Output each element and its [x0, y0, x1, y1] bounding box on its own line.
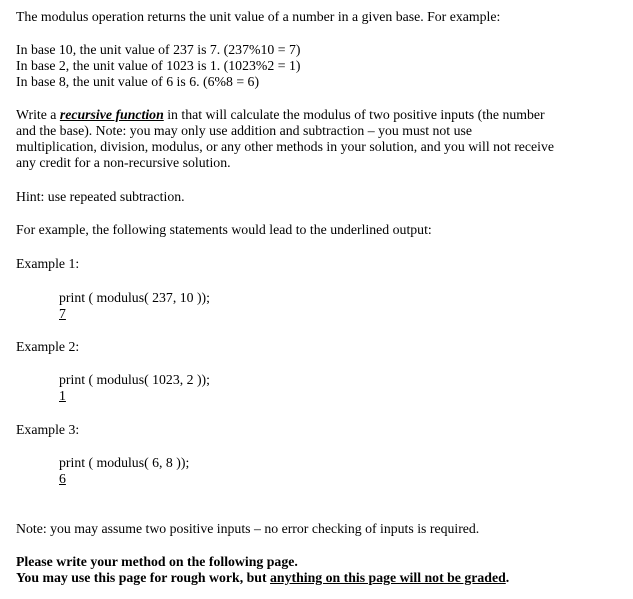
intro-example-base10: In base 10, the unit value of 237 is 7. (237%10 = 7): [16, 42, 301, 57]
task-line-2: and the base). Note: you may only use addition and subtraction – you must not use: [16, 123, 472, 138]
task-line-4: any credit for a non-recursive solution.: [16, 155, 231, 170]
intro-text: The modulus operation returns the unit value of a number in a given base. For example:: [16, 9, 501, 24]
intro-example-base8: In base 8, the unit value of 6 is 6. (6%8 = 6): [16, 74, 260, 89]
example-3-output: 6: [59, 471, 66, 486]
task-line1-post: in that will calculate the modulus of two positive inputs (the number: [163, 107, 545, 122]
example-2-code: print ( modulus( 1023, 2 ));: [59, 372, 210, 387]
example-1-output: 7: [59, 306, 66, 321]
example-2-output: 1: [59, 388, 66, 403]
task-emphasis: recursive function: [59, 107, 164, 122]
instructions-post: .: [505, 570, 510, 585]
example-3-code: print ( modulus( 6, 8 ));: [59, 455, 190, 470]
note-text: Note: you may assume two positive inputs – no error checking of inputs is required.: [16, 521, 480, 536]
example-1-label: Example 1:: [16, 256, 80, 271]
task-line-3: multiplication, division, modulus, or any other methods in your solution, and you will not receive: [16, 139, 555, 154]
instructions-line-1: Please write your method on the following page.: [16, 554, 298, 569]
hint-text: Hint: use repeated subtraction.: [16, 189, 185, 204]
task-line-1: [16, 107, 545, 123]
instructions-line-2: [16, 570, 509, 586]
intro-example-base2: In base 2, the unit value of 1023 is 1. (1023%2 = 1): [16, 58, 301, 73]
instructions-emphasis: anything on this page will not be graded: [270, 570, 506, 585]
example-1-code: print ( modulus( 237, 10 ));: [59, 290, 210, 305]
instructions-pre: You may use this page for rough work, but: [16, 570, 271, 585]
example-3-label: Example 3:: [16, 422, 80, 437]
example-2-label: Example 2:: [16, 339, 80, 354]
task-pre: Write a: [16, 107, 60, 122]
for-example-text: For example, the following statements would lead to the underlined output:: [16, 222, 432, 237]
